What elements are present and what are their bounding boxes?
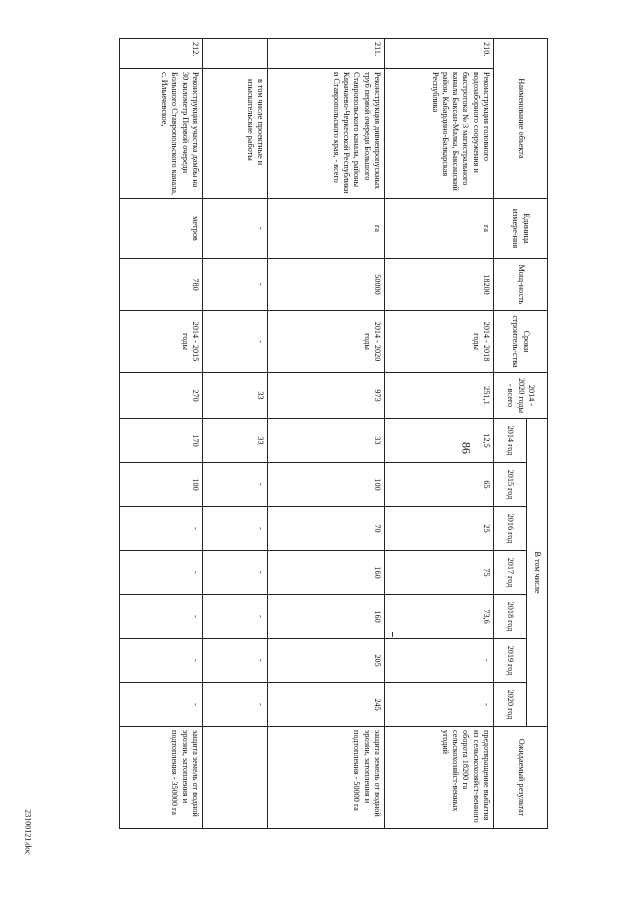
year-2014-cell: 170 <box>120 419 203 463</box>
year-2019-cell: 205 <box>268 639 385 683</box>
header-year-2014: 2014 год <box>494 419 527 463</box>
header-year-2017: 2017 год <box>494 551 527 595</box>
year-2014-cell: 33 <box>268 419 385 463</box>
header-total: 2014 - 2020 годы - всего <box>494 373 548 419</box>
header-year-2019: 2019 год <box>494 639 527 683</box>
year-2016-cell: 25 <box>385 507 494 551</box>
capacity-cell: 780 <box>120 259 203 311</box>
unit-cell: га <box>268 199 385 259</box>
year-2015-cell: 65 <box>385 463 494 507</box>
table-row <box>268 39 385 829</box>
year-2017-cell: 160 <box>268 551 385 595</box>
object-name: Реконструкция головного водозаборного сооружения и быстротока № 3 магистрального канала Баксан-Малка, Баксанский район, Кабардино-Балкарская Республика <box>385 69 494 199</box>
year-2020-cell: - <box>120 683 203 727</box>
year-2017-cell: - <box>120 551 203 595</box>
unit-cell: метров <box>120 199 203 259</box>
year-2016-cell: - <box>120 507 203 551</box>
year-2018-cell: - <box>120 595 203 639</box>
capacity-cell: 50000 <box>268 259 385 311</box>
total-cell: 251,1 <box>385 373 494 419</box>
year-2019-cell: - <box>120 639 203 683</box>
table-row <box>120 39 203 829</box>
header-year-2016: 2016 год <box>494 507 527 551</box>
row-number <box>203 39 268 69</box>
period-cell: 2014 - 2020 годы <box>268 311 385 373</box>
header-year-2015: 2015 год <box>494 463 527 507</box>
header-capacity: Мощ-ность <box>494 259 548 311</box>
objects-table-wrapper <box>40 38 548 828</box>
year-2019-cell: - <box>385 639 494 683</box>
result-cell: предотвращение выбытия из сельскохозяйст-венного оборота 18200 га сельскохозяйст-венных угодий <box>385 727 494 829</box>
table-row <box>385 39 494 829</box>
year-2015-cell: 100 <box>268 463 385 507</box>
period-cell: 2014 - 2015 годы <box>120 311 203 373</box>
capacity-cell: 18200 <box>385 259 494 311</box>
total-cell: 33 <box>203 373 268 419</box>
period-cell: 2014 - 2018 годы <box>385 311 494 373</box>
object-name: Реконструкция участка дамбы на 30 километр Первой очереди Большого Ставропольского канала, с. Ильичевское, <box>120 69 203 199</box>
year-2016-cell: 70 <box>268 507 385 551</box>
year-2020-cell: 245 <box>268 683 385 727</box>
year-2020-cell: - <box>203 683 268 727</box>
year-2015-cell: 100 <box>120 463 203 507</box>
document-id: 23100121.doc <box>23 809 33 855</box>
year-2017-cell: 75 <box>385 551 494 595</box>
year-2019-cell: - <box>203 639 268 683</box>
table-row <box>203 39 268 829</box>
year-2018-cell: 160 <box>268 595 385 639</box>
header-result: Ожидаемый результат <box>494 727 548 829</box>
result-cell: защита земель от водной эрозии, затопления и подтопления - 50000 га <box>268 727 385 829</box>
year-2018-cell: 73,6 <box>385 595 494 639</box>
header-year-2020: 2020 год <box>494 683 527 727</box>
object-name: в том числе проектные и изыскательские работы <box>203 69 268 199</box>
row-number: 211. <box>268 39 385 69</box>
header-year-2018: 2018 год <box>494 595 527 639</box>
row-number: 212. <box>120 39 203 69</box>
header-name: Наименование объекта <box>494 39 548 199</box>
period-cell: - <box>203 311 268 373</box>
year-2014-cell: 33 <box>203 419 268 463</box>
page-number: 86 <box>459 442 474 454</box>
total-cell: 973 <box>268 373 385 419</box>
header-including: В том числе <box>527 419 548 727</box>
year-2020-cell: - <box>385 683 494 727</box>
header-period: Сроки строитель-ства <box>494 311 548 373</box>
objects-table <box>119 38 548 829</box>
result-cell <box>203 727 268 829</box>
header-unit: Единица измере-ния <box>494 199 548 259</box>
table-header-row <box>527 39 548 829</box>
object-name: Реконструкция дивиепропускных труб первой очереди Большого Ставропольского канала, районы Карачаево-Черкесской Республики и Ставропольского края, - всего <box>268 69 385 199</box>
capacity-cell: - <box>203 259 268 311</box>
year-2018-cell: - <box>203 595 268 639</box>
year-2016-cell: - <box>203 507 268 551</box>
unit-cell: - <box>203 199 268 259</box>
row-number: 210. <box>385 39 494 69</box>
result-cell: защита земель от водной эрозии, затопления и подтопления - 350000 га <box>120 727 203 829</box>
unit-cell: га <box>385 199 494 259</box>
year-2014-cell: 12,5 <box>385 419 494 463</box>
year-2015-cell: - <box>203 463 268 507</box>
year-2017-cell: - <box>203 551 268 595</box>
total-cell: 270 <box>120 373 203 419</box>
